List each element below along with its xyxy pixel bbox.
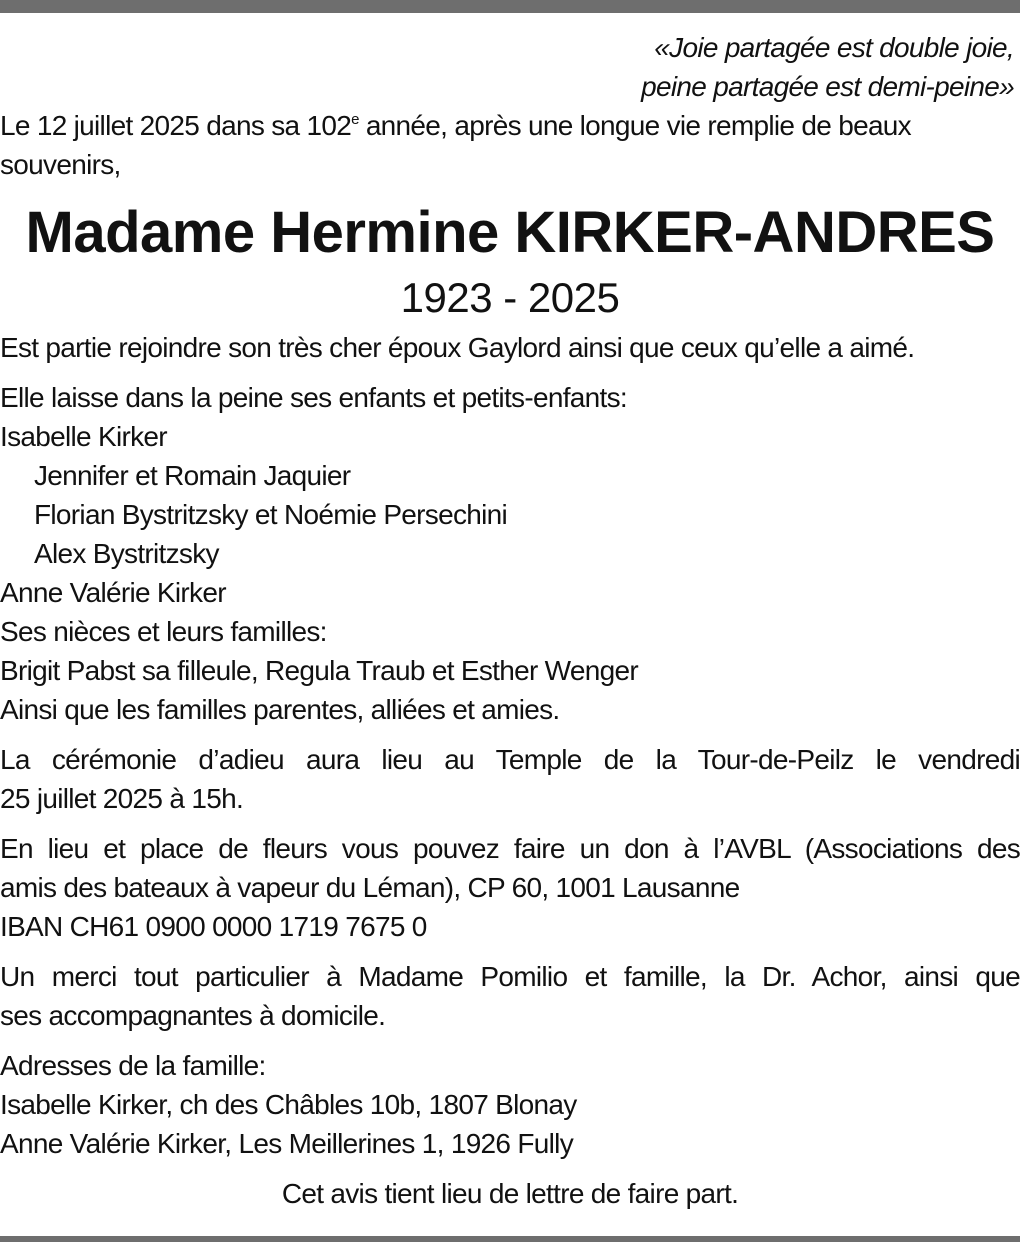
nieces-heading: Ses nièces et leurs familles: [0, 616, 327, 647]
donation-iban: IBAN CH61 0900 0000 1719 7675 0 [0, 911, 427, 942]
grandchild-item: Jennifer et Romain Jaquier [34, 460, 351, 491]
epigraph-line-2: peine partagée est demi-peine» [641, 71, 1014, 102]
rejoined-text: Est partie rejoindre son très cher époux Gaylord ainsi que ceux qu’elle a aimé. [0, 332, 915, 363]
obituary-notice [0, 28, 1020, 1213]
deceased-name: Madame Hermine KIRKER-ANDRES [25, 200, 995, 265]
spacer [0, 1163, 1020, 1174]
child-name: Anne Valérie Kirker [0, 577, 226, 608]
ceremony-line-2: 25 juillet 2025 à 15h. [0, 783, 244, 814]
spacer [0, 818, 1020, 829]
epigraph-line-1: «Joie partagée est double joie, [654, 32, 1014, 63]
intro-line-1 [0, 106, 1020, 145]
child-name: Isabelle Kirker [0, 421, 167, 452]
donation-line-1: En lieu et place de fleurs vous pouvez faire un don à l’AVBL (Associations des [0, 833, 1020, 864]
grandchild-item: Florian Bystritzsky et Noémie Persechini [34, 499, 508, 530]
deceased-years: 1923 - 2025 [400, 274, 620, 321]
closing-note: Cet avis tient lieu de lettre de faire part. [281, 1178, 739, 1209]
spacer [0, 946, 1020, 957]
nieces-list: Brigit Pabst sa filleule, Regula Traub et Esther Wenger [0, 655, 638, 686]
bottom-border-rule [0, 1236, 1020, 1242]
spacer [0, 729, 1020, 740]
intro-rest-text: année, après une longue vie remplie de beaux [358, 110, 911, 141]
other-families: Ainsi que les familles parentes, alliées et amies. [0, 694, 560, 725]
spacer [0, 1035, 1020, 1046]
intro-date-text: Le 12 juillet 2025 dans sa 102 [0, 110, 352, 141]
family-heading: Elle laisse dans la peine ses enfants et petits-enfants: [0, 382, 627, 413]
address-item: Anne Valérie Kirker, Les Meillerines 1, 1926 Fully [0, 1128, 574, 1159]
grandchild-item: Alex Bystritzsky [34, 538, 219, 569]
addresses-heading: Adresses de la famille: [0, 1050, 266, 1081]
intro-line-2: souvenirs, [0, 149, 121, 180]
address-item: Isabelle Kirker, ch des Châbles 10b, 1807 Blonay [0, 1089, 577, 1120]
ceremony-line-1: La cérémonie d’adieu aura lieu au Temple de la Tour-de-Peilz le vendredi [0, 744, 1020, 775]
intro-superscript: e [351, 111, 359, 128]
donation-line-2: amis des bateaux à vapeur du Léman), CP 60, 1001 Lausanne [0, 872, 740, 903]
thanks-line-2: ses accompagnantes à domicile. [0, 1000, 386, 1031]
top-border-rule [0, 0, 1020, 13]
thanks-line-1: Un merci tout particulier à Madame Pomilio et famille, la Dr. Achor, ainsi que [0, 961, 1020, 992]
spacer [0, 367, 1020, 378]
